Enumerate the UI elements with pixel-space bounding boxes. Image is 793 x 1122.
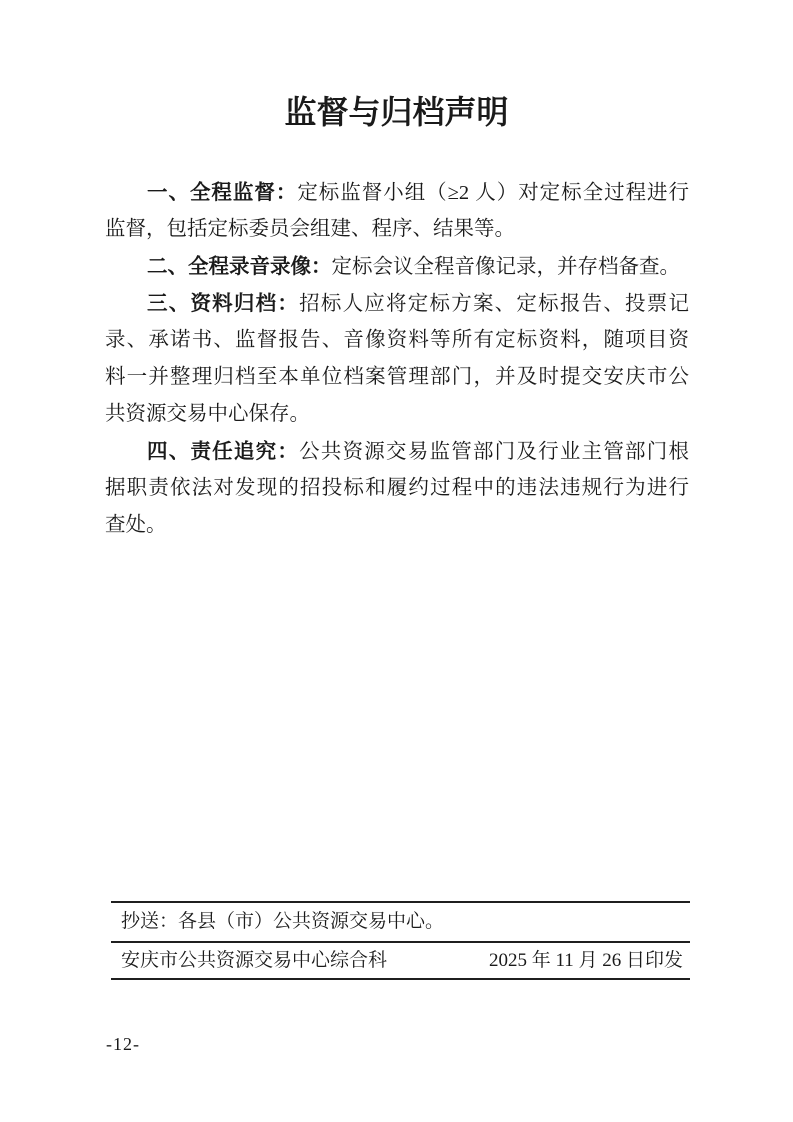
paragraph-lead: 四、责任追究：	[147, 440, 300, 463]
body-line: 四、责任追究：公共资源交易监管部门及行业主管部门根	[147, 440, 689, 463]
body-line: 一、全程监督：定标监督小组（≥2 人）对定标全过程进行	[147, 181, 689, 204]
paragraph-lead: 三、资料归档：	[147, 292, 300, 315]
issue-row	[111, 943, 690, 978]
body-line: 据职责依法对发现的招投标和履约过程中的违法违规行为进行	[105, 477, 689, 499]
body-line: 查处。	[105, 514, 167, 536]
paragraph-lead: 一、全程监督：	[147, 181, 298, 204]
document-body	[105, 174, 689, 544]
body-line: 监督，包括定标委员会组建、程序、结果等。	[105, 218, 515, 240]
body-line: 共资源交易中心保存。	[105, 403, 310, 425]
document-footer	[111, 901, 690, 980]
body-line: 三、资料归档：招标人应将定标方案、定标报告、投票记	[147, 292, 689, 315]
divider-line	[111, 978, 690, 980]
page-title: 监督与归档声明	[284, 94, 509, 130]
page-number: -12-	[106, 1034, 140, 1054]
body-line: 料一并整理归档至本单位档案管理部门，并及时提交安庆市公	[105, 366, 689, 388]
body-line: 录、承诺书、监督报告、音像资料等所有定标资料，随项目资	[105, 329, 689, 351]
paragraph-lead: 二、全程录音录像：	[147, 255, 332, 278]
cc-line: 抄送：各县（市）公共资源交易中心。	[121, 911, 445, 932]
body-line: 二、全程录音录像：定标会议全程音像记录，并存档备查。	[147, 255, 680, 278]
print-date: 2025 年 11 月 26 日印发	[488, 950, 683, 971]
issuer-name: 安庆市公共资源交易中心综合科	[121, 950, 388, 971]
